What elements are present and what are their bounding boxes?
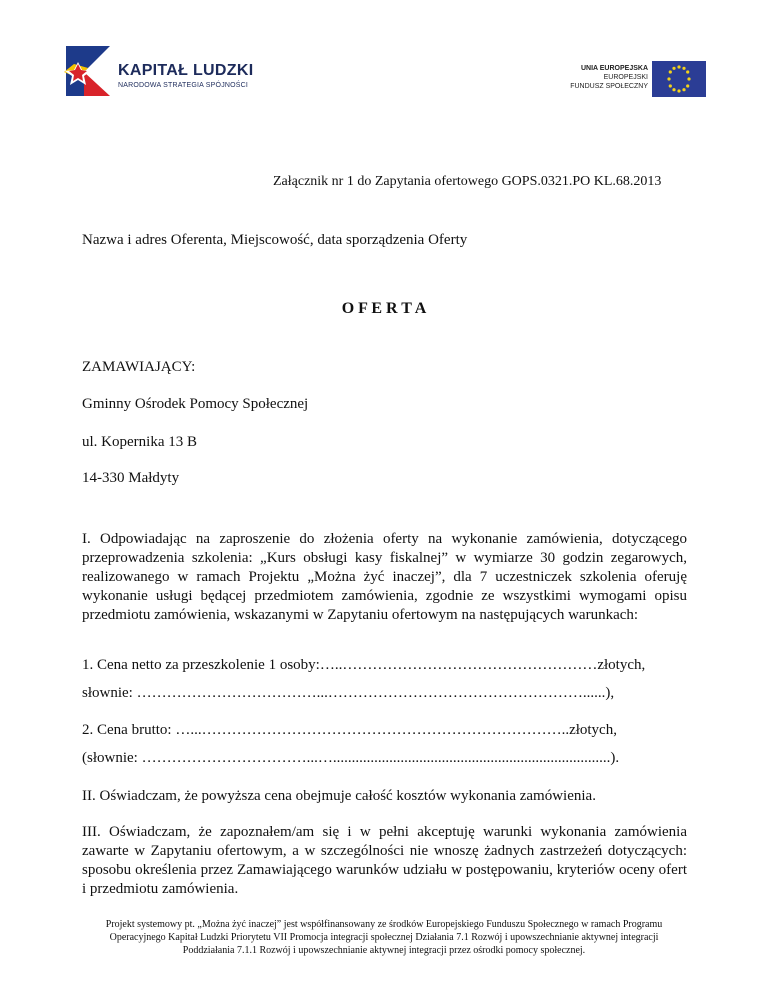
section-2-paragraph: II. Oświadczam, że powyższa cena obejmuje całość kosztów wykonania zamówienia. xyxy=(82,788,596,804)
kapital-ludzki-title: KAPITAŁ LUDZKI xyxy=(118,62,254,79)
eu-line-3: FUNDUSZ SPOŁECZNY xyxy=(570,83,648,90)
kapital-ludzki-subtitle: NARODOWA STRATEGIA SPÓJNOŚCI xyxy=(118,82,249,89)
offeror-label: Nazwa i adres Oferenta, Miejscowość, data sporządzenia Oferty xyxy=(82,232,468,248)
section-1-paragraph: I. Odpowiadając na zaproszenie do złożenia oferty na wykonanie zamówienia, dotyczącego przeprowadzenia szkolenia: „Kurs obsługi kasy fiskalnej” w wymiarze 30 godzin zegarowych, realizowanego w ramach Projektu „Można żyć inaczej”, dla 7 uczestniczek szkolenia oferuję wykonanie usługi będącej przedmiotem zamówienia, zgodnie ze wszystkimi wymogami opisu przedmiotu zamówienia, wskazanymi w Zapytaniu ofertowym na następujących warunkach: xyxy=(82,531,687,623)
gross-price-words: (słownie: ……………………………...…..........................................................................). xyxy=(82,750,620,766)
buyer-label: ZAMAWIAJĄCY: xyxy=(82,359,196,375)
buyer-city: 14-330 Małdyty xyxy=(82,470,180,486)
document-title: O F E R T A xyxy=(341,300,427,317)
eu-flag-icon xyxy=(652,61,706,97)
footer xyxy=(60,918,708,957)
footer-line-1: Projekt systemowy pt. „Można żyć inaczej” jest współfinansowany ze środków Europejskiego Funduszu Społecznego w ramach Programu xyxy=(105,919,663,930)
eu-line-2: EUROPEJSKI xyxy=(603,74,648,81)
footer-line-3: Poddziałania 7.1.1 Rozwój i upowszechnianie aktywnej integracji przez ośrodki pomocy społecznej. xyxy=(182,945,586,956)
kapital-ludzki-emblem-icon xyxy=(58,42,114,100)
eu-line-1: UNIA EUROPEJSKA xyxy=(580,65,648,72)
net-price-line: 1. Cena netto za przeszkolenie 1 osoby:…..……………………………………………złotych, xyxy=(82,657,646,673)
footer-line-2: Operacyjnego Kapitał Ludzki Priorytetu VII Promocja integracji społecznej Działania 7.1 Rozwój i upowszechnianie aktywnej integracji xyxy=(109,932,659,943)
gross-price-line: 2. Cena brutto: …...………………………………………………………………..złotych, xyxy=(82,722,617,738)
eu-logo xyxy=(540,60,710,98)
buyer-street: ul. Kopernika 13 B xyxy=(82,434,197,450)
buyer-name: Gminny Ośrodek Pomocy Społecznej xyxy=(82,396,309,412)
kapital-ludzki-logo xyxy=(58,42,258,100)
section-3-paragraph: III. Oświadczam, że zapoznałem/am się i w pełni akceptuję warunki wykonania zamówienia zawarte w Zapytaniu ofertowym, a w szczególności nie wnoszę żadnych zastrzeżeń dotyczących: sposobu określenia przez Zamawiającego warunków udziału w postępowaniu, kryteriów oceny ofert i przedmiotu zamówienia. xyxy=(82,824,687,897)
net-price-words: słownie: ………………………………...……………………………………………......), xyxy=(82,685,615,701)
annex-reference: Załącznik nr 1 do Zapytania ofertowego GOPS.0321.PO KL.68.2013 xyxy=(273,174,662,189)
